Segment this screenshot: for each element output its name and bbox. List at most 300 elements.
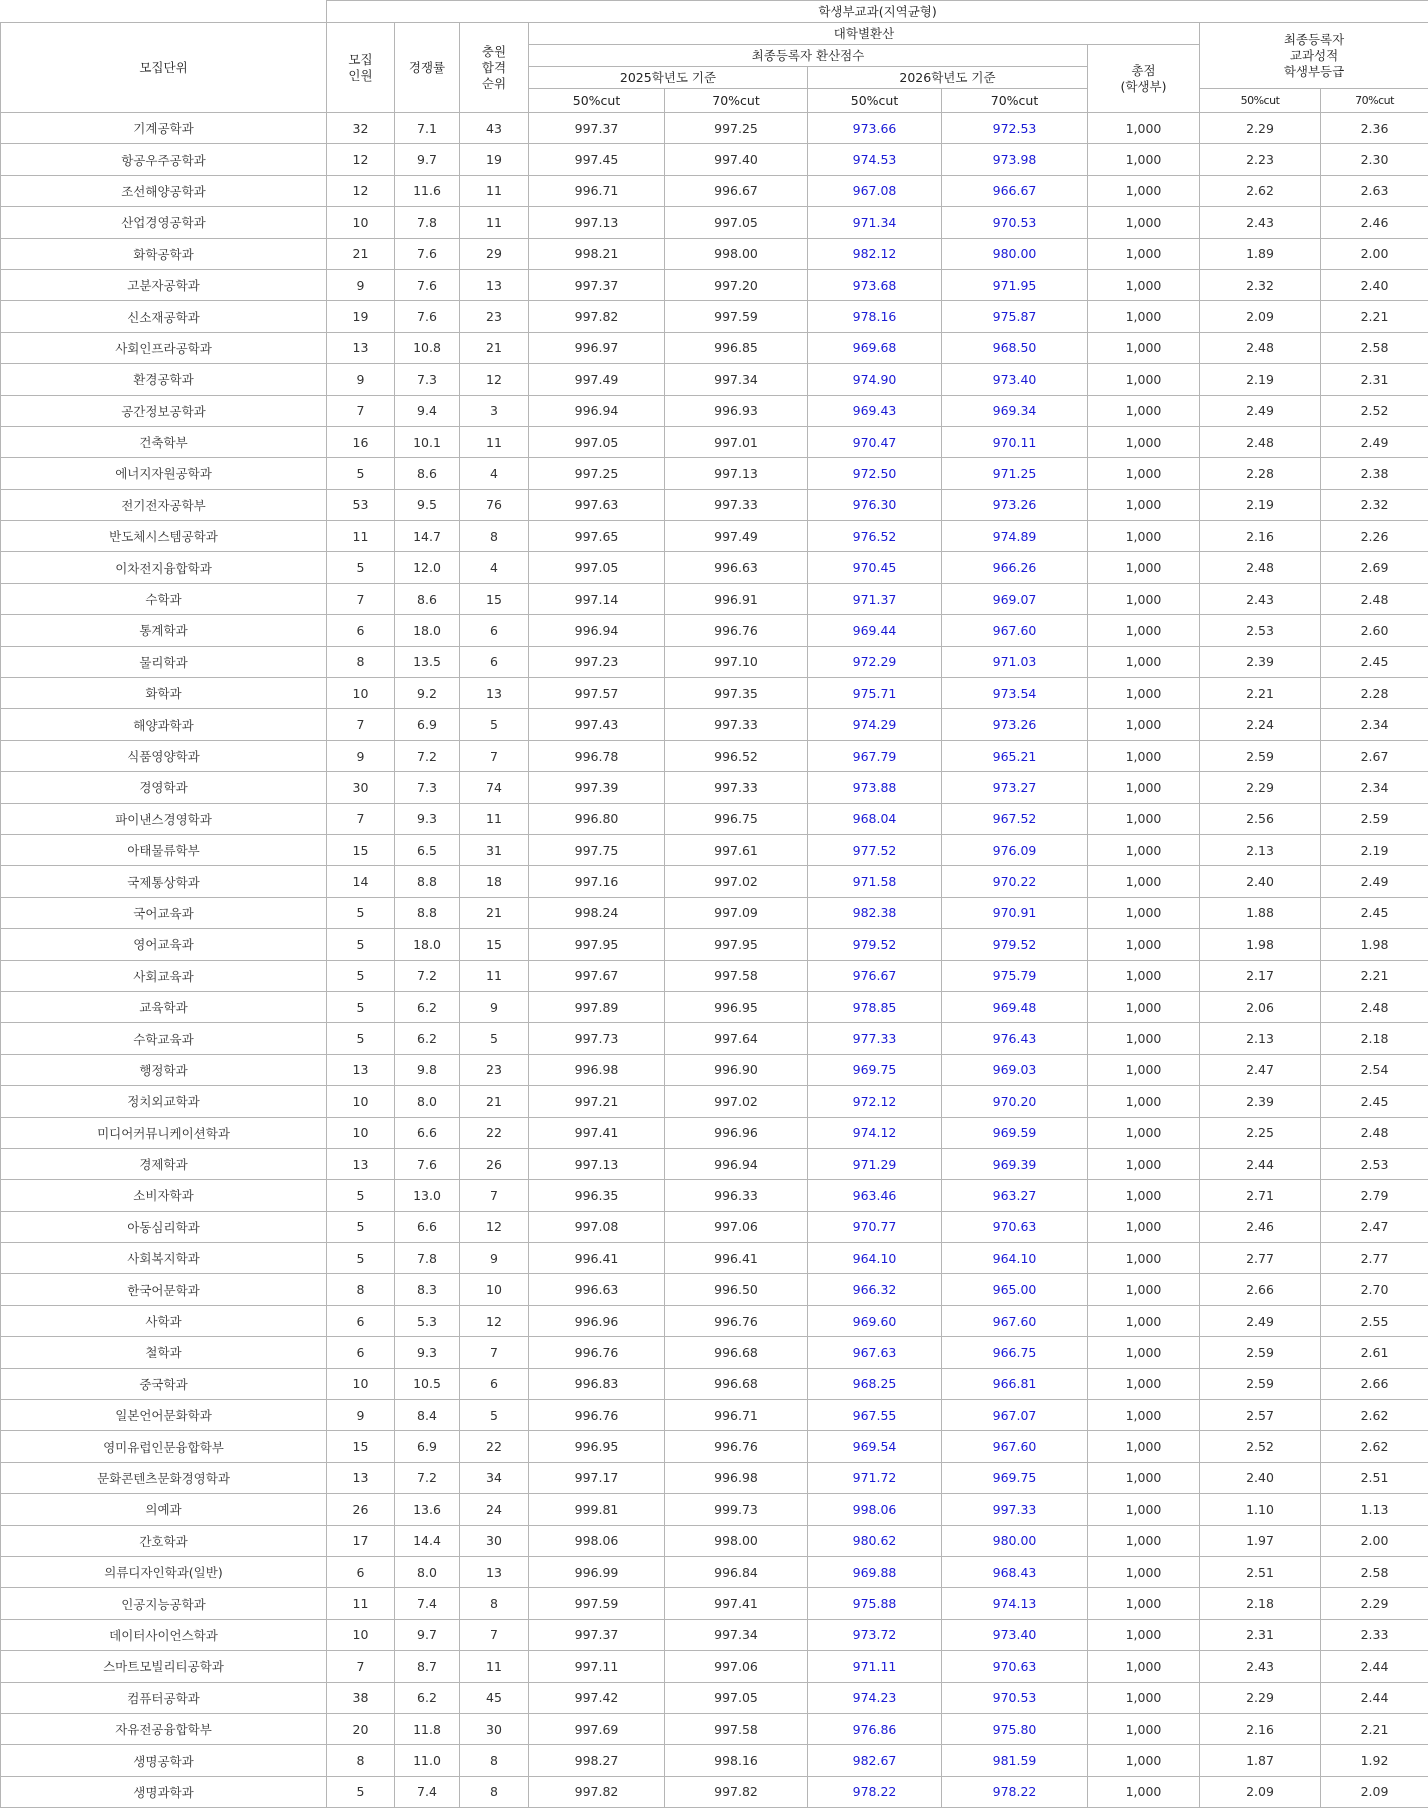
grade-70cut: 2.48 [1321, 991, 1428, 1022]
rate-cell: 12.0 [395, 552, 460, 583]
score-2025-50cut: 996.99 [529, 1556, 665, 1587]
quota-cell: 5 [327, 897, 395, 928]
quota-cell: 10 [327, 1368, 395, 1399]
score-2025-70cut: 997.61 [665, 834, 808, 865]
rank-cell: 31 [460, 834, 529, 865]
quota-cell: 13 [327, 1054, 395, 1085]
score-2025-50cut: 997.67 [529, 960, 665, 991]
score-2026-70cut: 970.91 [942, 897, 1088, 928]
score-2026-50cut: 979.52 [808, 929, 942, 960]
table-row [1, 113, 1428, 144]
grade-50cut: 2.66 [1200, 1274, 1321, 1305]
table-row [1, 772, 1428, 803]
unit-cell: 미디어커뮤니케이션학과 [1, 1117, 327, 1148]
rate-cell: 8.0 [395, 1556, 460, 1587]
total-cell: 1,000 [1088, 1745, 1200, 1776]
unit-cell: 국어교육과 [1, 897, 327, 928]
score-2026-50cut: 982.38 [808, 897, 942, 928]
rank-cell: 12 [460, 1211, 529, 1242]
score-2026-50cut: 971.11 [808, 1651, 942, 1682]
score-2026-70cut: 973.40 [942, 1619, 1088, 1650]
total-cell: 1,000 [1088, 1368, 1200, 1399]
table-row [1, 678, 1428, 709]
total-cell: 1,000 [1088, 1651, 1200, 1682]
grade-70cut: 2.48 [1321, 583, 1428, 614]
total-cell: 1,000 [1088, 489, 1200, 520]
score-2025-70cut: 996.33 [665, 1180, 808, 1211]
unit-cell: 산업경영공학과 [1, 207, 327, 238]
table-row [1, 1368, 1428, 1399]
score-2026-50cut: 969.88 [808, 1556, 942, 1587]
quota-cell: 8 [327, 646, 395, 677]
rank-cell: 21 [460, 1086, 529, 1117]
rate-cell: 6.5 [395, 834, 460, 865]
quota-cell: 5 [327, 458, 395, 489]
score-2025-70cut: 997.06 [665, 1211, 808, 1242]
score-2025-50cut: 996.97 [529, 332, 665, 363]
score-2026-70cut: 980.00 [942, 238, 1088, 269]
total-cell: 1,000 [1088, 960, 1200, 991]
grade-50cut: 2.40 [1200, 1462, 1321, 1493]
rank-cell: 11 [460, 426, 529, 457]
rate-cell: 7.2 [395, 1462, 460, 1493]
score-2026-50cut: 972.50 [808, 458, 942, 489]
header-conv: 대학별환산 [529, 23, 1200, 45]
rank-cell: 29 [460, 238, 529, 269]
quota-cell: 5 [327, 991, 395, 1022]
table-row [1, 1619, 1428, 1650]
grade-50cut: 2.13 [1200, 1023, 1321, 1054]
score-2025-50cut: 997.41 [529, 1117, 665, 1148]
total-cell: 1,000 [1088, 301, 1200, 332]
grade-50cut: 2.16 [1200, 521, 1321, 552]
score-2026-70cut: 973.27 [942, 772, 1088, 803]
grade-70cut: 2.61 [1321, 1337, 1428, 1368]
quota-cell: 9 [327, 740, 395, 771]
score-2026-50cut: 982.12 [808, 238, 942, 269]
total-cell: 1,000 [1088, 364, 1200, 395]
rank-cell: 7 [460, 1337, 529, 1368]
rate-cell: 8.8 [395, 897, 460, 928]
score-2026-70cut: 965.00 [942, 1274, 1088, 1305]
score-2026-70cut: 975.87 [942, 301, 1088, 332]
score-2025-70cut: 996.50 [665, 1274, 808, 1305]
score-2026-50cut: 977.52 [808, 834, 942, 865]
rate-cell: 6.9 [395, 709, 460, 740]
rate-cell: 14.7 [395, 521, 460, 552]
score-2026-50cut: 978.22 [808, 1776, 942, 1807]
score-2026-50cut: 998.06 [808, 1494, 942, 1525]
score-2025-70cut: 996.91 [665, 583, 808, 614]
rank-cell: 30 [460, 1525, 529, 1556]
unit-cell: 소비자학과 [1, 1180, 327, 1211]
rate-cell: 5.3 [395, 1305, 460, 1336]
total-cell: 1,000 [1088, 1305, 1200, 1336]
table-row [1, 1148, 1428, 1179]
score-2025-50cut: 997.37 [529, 269, 665, 300]
score-2026-50cut: 976.52 [808, 521, 942, 552]
rate-cell: 11.6 [395, 175, 460, 206]
score-2025-50cut: 996.41 [529, 1243, 665, 1274]
table-row [1, 521, 1428, 552]
rate-cell: 10.8 [395, 332, 460, 363]
total-cell: 1,000 [1088, 1211, 1200, 1242]
rate-cell: 7.6 [395, 1148, 460, 1179]
score-2025-50cut: 997.13 [529, 1148, 665, 1179]
grade-50cut: 2.40 [1200, 866, 1321, 897]
rank-cell: 8 [460, 1745, 529, 1776]
rank-cell: 4 [460, 552, 529, 583]
grade-50cut: 2.43 [1200, 583, 1321, 614]
header-2025-50cut: 50%cut [529, 89, 665, 113]
score-2025-50cut: 997.37 [529, 1619, 665, 1650]
header-blank [1, 1, 327, 23]
total-cell: 1,000 [1088, 552, 1200, 583]
score-2025-70cut: 996.67 [665, 175, 808, 206]
score-2025-50cut: 996.80 [529, 803, 665, 834]
rank-cell: 5 [460, 709, 529, 740]
total-cell: 1,000 [1088, 866, 1200, 897]
quota-cell: 10 [327, 1619, 395, 1650]
rank-cell: 12 [460, 364, 529, 395]
rank-cell: 45 [460, 1682, 529, 1713]
total-cell: 1,000 [1088, 740, 1200, 771]
grade-70cut: 2.58 [1321, 1556, 1428, 1587]
quota-cell: 20 [327, 1713, 395, 1744]
quota-cell: 5 [327, 929, 395, 960]
grade-70cut: 1.13 [1321, 1494, 1428, 1525]
rate-cell: 7.1 [395, 113, 460, 144]
score-2026-70cut: 969.34 [942, 395, 1088, 426]
grade-50cut: 1.88 [1200, 897, 1321, 928]
score-2025-50cut: 996.35 [529, 1180, 665, 1211]
rate-cell: 6.9 [395, 1431, 460, 1462]
rank-cell: 4 [460, 458, 529, 489]
total-cell: 1,000 [1088, 1337, 1200, 1368]
grade-70cut: 1.98 [1321, 929, 1428, 960]
total-cell: 1,000 [1088, 583, 1200, 614]
table-row [1, 1431, 1428, 1462]
grade-50cut: 2.48 [1200, 332, 1321, 363]
total-cell: 1,000 [1088, 1494, 1200, 1525]
score-2026-70cut: 968.43 [942, 1556, 1088, 1587]
quota-cell: 10 [327, 207, 395, 238]
score-2026-70cut: 975.80 [942, 1713, 1088, 1744]
score-2026-50cut: 969.54 [808, 1431, 942, 1462]
grade-70cut: 2.45 [1321, 646, 1428, 677]
score-2026-50cut: 969.75 [808, 1054, 942, 1085]
table-row [1, 1054, 1428, 1085]
score-2025-50cut: 996.96 [529, 1305, 665, 1336]
total-cell: 1,000 [1088, 1400, 1200, 1431]
rank-cell: 34 [460, 1462, 529, 1493]
rate-cell: 6.6 [395, 1117, 460, 1148]
score-2025-70cut: 997.58 [665, 1713, 808, 1744]
rank-cell: 9 [460, 1243, 529, 1274]
rate-cell: 7.3 [395, 364, 460, 395]
rank-cell: 7 [460, 1619, 529, 1650]
grade-70cut: 2.26 [1321, 521, 1428, 552]
score-2026-50cut: 970.45 [808, 552, 942, 583]
grade-70cut: 2.29 [1321, 1588, 1428, 1619]
score-2026-50cut: 976.86 [808, 1713, 942, 1744]
grade-70cut: 2.09 [1321, 1776, 1428, 1807]
score-2026-70cut: 967.52 [942, 803, 1088, 834]
rate-cell: 6.2 [395, 991, 460, 1022]
rate-cell: 10.5 [395, 1368, 460, 1399]
table-row [1, 1682, 1428, 1713]
score-2025-70cut: 996.76 [665, 615, 808, 646]
quota-cell: 13 [327, 1148, 395, 1179]
score-2026-70cut: 970.63 [942, 1211, 1088, 1242]
score-2026-50cut: 971.72 [808, 1462, 942, 1493]
unit-cell: 전기전자공학부 [1, 489, 327, 520]
rank-cell: 15 [460, 583, 529, 614]
rate-cell: 9.7 [395, 144, 460, 175]
grade-50cut: 2.48 [1200, 552, 1321, 583]
rank-cell: 5 [460, 1400, 529, 1431]
score-2025-70cut: 996.68 [665, 1337, 808, 1368]
grade-50cut: 2.29 [1200, 772, 1321, 803]
quota-cell: 6 [327, 1337, 395, 1368]
score-2026-50cut: 971.58 [808, 866, 942, 897]
total-cell: 1,000 [1088, 709, 1200, 740]
table-row [1, 1651, 1428, 1682]
table-row [1, 1180, 1428, 1211]
score-2026-70cut: 970.53 [942, 1682, 1088, 1713]
score-2026-70cut: 969.75 [942, 1462, 1088, 1493]
score-2025-70cut: 997.49 [665, 521, 808, 552]
rank-cell: 13 [460, 269, 529, 300]
score-2025-50cut: 998.24 [529, 897, 665, 928]
total-cell: 1,000 [1088, 929, 1200, 960]
score-2026-70cut: 967.60 [942, 1431, 1088, 1462]
score-2025-70cut: 996.75 [665, 803, 808, 834]
rate-cell: 7.6 [395, 269, 460, 300]
rank-cell: 76 [460, 489, 529, 520]
score-2026-70cut: 967.60 [942, 615, 1088, 646]
score-2025-50cut: 997.39 [529, 772, 665, 803]
unit-cell: 생명공학과 [1, 1745, 327, 1776]
score-2025-70cut: 996.71 [665, 1400, 808, 1431]
score-2025-70cut: 996.85 [665, 332, 808, 363]
score-2026-70cut: 970.11 [942, 426, 1088, 457]
table-row [1, 269, 1428, 300]
score-2025-70cut: 997.06 [665, 1651, 808, 1682]
score-2025-50cut: 996.63 [529, 1274, 665, 1305]
total-cell: 1,000 [1088, 834, 1200, 865]
header-quota-text: 모집 인원 [348, 52, 372, 83]
score-2025-70cut: 998.00 [665, 238, 808, 269]
score-2025-70cut: 997.33 [665, 489, 808, 520]
quota-cell: 5 [327, 1211, 395, 1242]
score-2026-50cut: 967.63 [808, 1337, 942, 1368]
grade-70cut: 2.45 [1321, 897, 1428, 928]
table-row [1, 1776, 1428, 1807]
quota-cell: 7 [327, 583, 395, 614]
grade-70cut: 2.31 [1321, 364, 1428, 395]
rate-cell: 7.3 [395, 772, 460, 803]
unit-cell: 자유전공융합학부 [1, 1713, 327, 1744]
score-2025-70cut: 996.94 [665, 1148, 808, 1179]
total-cell: 1,000 [1088, 772, 1200, 803]
rank-cell: 13 [460, 1556, 529, 1587]
score-2025-50cut: 996.98 [529, 1054, 665, 1085]
grade-70cut: 2.47 [1321, 1211, 1428, 1242]
rank-cell: 23 [460, 1054, 529, 1085]
grade-50cut: 2.19 [1200, 489, 1321, 520]
quota-cell: 5 [327, 1243, 395, 1274]
grade-50cut: 2.29 [1200, 113, 1321, 144]
score-2026-50cut: 973.68 [808, 269, 942, 300]
rate-cell: 7.6 [395, 301, 460, 332]
score-2026-70cut: 970.53 [942, 207, 1088, 238]
rate-cell: 18.0 [395, 615, 460, 646]
grade-70cut: 2.59 [1321, 803, 1428, 834]
grade-70cut: 2.58 [1321, 332, 1428, 363]
score-2025-70cut: 996.41 [665, 1243, 808, 1274]
unit-cell: 의류디자인학과(일반) [1, 1556, 327, 1587]
table-row [1, 1588, 1428, 1619]
grade-70cut: 2.63 [1321, 175, 1428, 206]
score-2025-50cut: 997.25 [529, 458, 665, 489]
table-row [1, 1117, 1428, 1148]
quota-cell: 8 [327, 1274, 395, 1305]
score-2026-70cut: 969.39 [942, 1148, 1088, 1179]
score-2025-50cut: 997.43 [529, 709, 665, 740]
score-2025-70cut: 997.25 [665, 113, 808, 144]
header-grade-group-text: 최종등록자 교과성적 학생부등급 [1284, 32, 1344, 79]
score-2026-70cut: 971.03 [942, 646, 1088, 677]
unit-cell: 화학과 [1, 678, 327, 709]
grade-70cut: 2.18 [1321, 1023, 1428, 1054]
unit-cell: 에너지자원공학과 [1, 458, 327, 489]
score-2026-50cut: 969.43 [808, 395, 942, 426]
quota-cell: 13 [327, 1462, 395, 1493]
rate-cell: 9.4 [395, 395, 460, 426]
table-row [1, 1211, 1428, 1242]
header-group: 학생부교과(지역균형) [327, 1, 1428, 23]
quota-cell: 8 [327, 1745, 395, 1776]
unit-cell: 사회교육과 [1, 960, 327, 991]
unit-cell: 조선해양공학과 [1, 175, 327, 206]
rate-cell: 7.4 [395, 1776, 460, 1807]
unit-cell: 식품영양학과 [1, 740, 327, 771]
score-2026-70cut: 973.54 [942, 678, 1088, 709]
score-2025-70cut: 996.98 [665, 1462, 808, 1493]
rank-cell: 11 [460, 960, 529, 991]
score-2025-50cut: 997.65 [529, 521, 665, 552]
score-2025-50cut: 997.63 [529, 489, 665, 520]
grade-50cut: 2.49 [1200, 1305, 1321, 1336]
total-cell: 1,000 [1088, 803, 1200, 834]
rate-cell: 13.5 [395, 646, 460, 677]
quota-cell: 53 [327, 489, 395, 520]
unit-cell: 아동심리학과 [1, 1211, 327, 1242]
score-2025-70cut: 999.73 [665, 1494, 808, 1525]
score-2025-70cut: 997.05 [665, 1682, 808, 1713]
rate-cell: 9.2 [395, 678, 460, 709]
rank-cell: 5 [460, 1023, 529, 1054]
rate-cell: 8.8 [395, 866, 460, 897]
score-2026-70cut: 970.22 [942, 866, 1088, 897]
quota-cell: 11 [327, 521, 395, 552]
unit-cell: 생명과학과 [1, 1776, 327, 1807]
score-2026-70cut: 973.40 [942, 364, 1088, 395]
quota-cell: 19 [327, 301, 395, 332]
table-row [1, 489, 1428, 520]
table-row [1, 395, 1428, 426]
rank-cell: 8 [460, 1588, 529, 1619]
score-2025-50cut: 997.82 [529, 1776, 665, 1807]
total-cell: 1,000 [1088, 646, 1200, 677]
score-2026-70cut: 966.81 [942, 1368, 1088, 1399]
grade-50cut: 2.59 [1200, 1368, 1321, 1399]
score-2025-50cut: 998.27 [529, 1745, 665, 1776]
grade-70cut: 2.51 [1321, 1462, 1428, 1493]
score-2026-50cut: 978.16 [808, 301, 942, 332]
score-2026-50cut: 971.29 [808, 1148, 942, 1179]
score-2025-70cut: 998.00 [665, 1525, 808, 1556]
rank-cell: 11 [460, 1651, 529, 1682]
unit-cell: 고분자공학과 [1, 269, 327, 300]
rate-cell: 13.0 [395, 1180, 460, 1211]
unit-cell: 간호학과 [1, 1525, 327, 1556]
header-final-conv: 최종등록자 환산점수 [529, 45, 1088, 67]
total-cell: 1,000 [1088, 1556, 1200, 1587]
header-total-text: 총점 (학생부) [1121, 63, 1167, 94]
quota-cell: 26 [327, 1494, 395, 1525]
score-2025-50cut: 996.95 [529, 1431, 665, 1462]
rank-cell: 21 [460, 332, 529, 363]
table-row [1, 1525, 1428, 1556]
table-row [1, 238, 1428, 269]
grade-50cut: 2.62 [1200, 175, 1321, 206]
grade-70cut: 2.44 [1321, 1682, 1428, 1713]
score-2025-70cut: 997.02 [665, 1086, 808, 1117]
score-2025-70cut: 997.33 [665, 709, 808, 740]
grade-70cut: 2.69 [1321, 552, 1428, 583]
score-2026-70cut: 974.89 [942, 521, 1088, 552]
header-total [1088, 45, 1200, 113]
unit-cell: 행정학과 [1, 1054, 327, 1085]
total-cell: 1,000 [1088, 426, 1200, 457]
score-2025-50cut: 997.42 [529, 1682, 665, 1713]
score-2026-50cut: 974.53 [808, 144, 942, 175]
quota-cell: 15 [327, 834, 395, 865]
total-cell: 1,000 [1088, 1713, 1200, 1744]
score-2025-50cut: 997.75 [529, 834, 665, 865]
score-2025-70cut: 996.93 [665, 395, 808, 426]
unit-cell: 문화콘텐츠문화경영학과 [1, 1462, 327, 1493]
unit-cell: 사회인프라공학과 [1, 332, 327, 363]
grade-70cut: 2.60 [1321, 615, 1428, 646]
rate-cell: 18.0 [395, 929, 460, 960]
quota-cell: 10 [327, 678, 395, 709]
unit-cell: 건축학부 [1, 426, 327, 457]
grade-70cut: 2.38 [1321, 458, 1428, 489]
score-2026-70cut: 975.79 [942, 960, 1088, 991]
score-2026-70cut: 973.26 [942, 709, 1088, 740]
rank-cell: 11 [460, 175, 529, 206]
grade-50cut: 2.19 [1200, 364, 1321, 395]
score-2026-50cut: 977.33 [808, 1023, 942, 1054]
quota-cell: 6 [327, 1305, 395, 1336]
table-row [1, 646, 1428, 677]
score-2025-70cut: 997.34 [665, 364, 808, 395]
quota-cell: 13 [327, 332, 395, 363]
score-2025-70cut: 997.40 [665, 144, 808, 175]
